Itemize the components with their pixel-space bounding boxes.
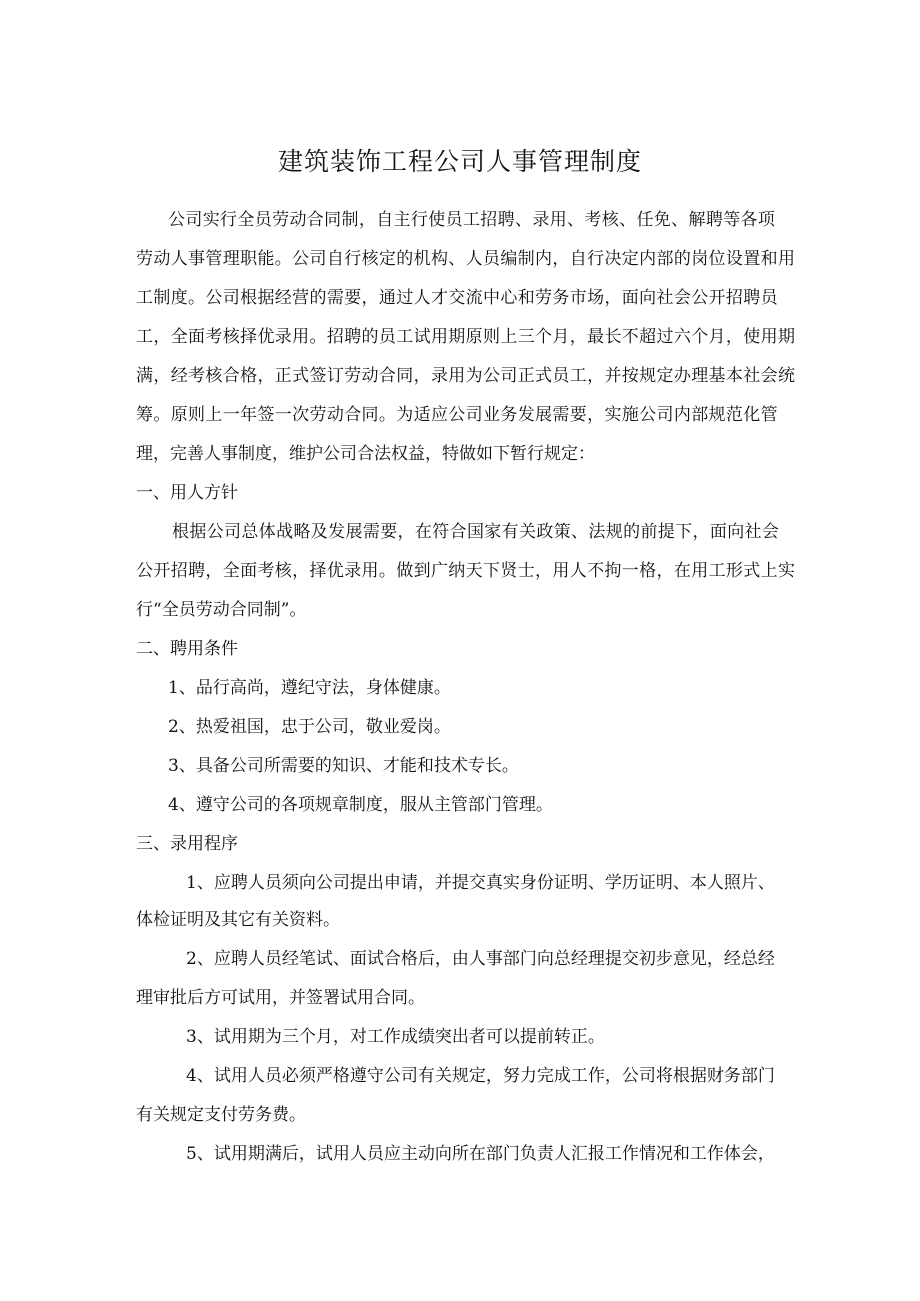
list-item: 4、试用人员必须严格遵守公司有关规定，努力完成工作，公司将根据财务部门 [186, 1066, 775, 1086]
intro-line: 公司实行全员劳动合同制，自主行使员工招聘、录用、考核、任免、解聘等各项 [168, 210, 776, 230]
list-item: 3、具备公司所需要的知识、才能和技术专长。 [168, 756, 519, 776]
list-item: 2、热爱祖国，忠于公司，敬业爱岗。 [168, 717, 451, 737]
intro-line: 筹。原则上一年签一次劳动合同。为适应公司业务发展需要，实施公司内部规范化管 [136, 405, 778, 425]
list-item: 5、试用期满后，试用人员应主动向所在部门负责人汇报工作情况和工作体会， [186, 1144, 775, 1164]
section-heading: 二、聘用条件 [136, 639, 238, 659]
section-paragraph-line: 公开招聘，全面考核，择优录用。做到广纳天下贤士，用人不拘一格，在用工形式上实 [136, 561, 796, 581]
list-item: 2、应聘人员经笔试、面试合格后，由人事部门向总经理提交初步意见，经总经 [186, 949, 775, 969]
list-item-continuation: 理审批后方可试用，并签署试用合同。 [136, 988, 425, 1008]
list-item: 3、试用期为三个月，对工作成绩突出者可以提前转正。 [186, 1027, 605, 1047]
section-paragraph-line: 行“全员劳动合同制”。 [136, 600, 307, 620]
intro-line: 满，经考核合格，正式签订劳动合同，录用为公司正式员工，并按规定办理基本社会统 [136, 366, 796, 386]
intro-line: 工制度。公司根据经营的需要，通过人才交流中心和劳务市场，面向社会公开招聘员 [136, 288, 778, 308]
list-item-continuation: 有关规定支付劳务费。 [136, 1105, 306, 1125]
intro-line: 理，完善人事制度，维护公司合法权益，特做如下暂行规定： [136, 444, 595, 464]
list-item-continuation: 体检证明及其它有关资料。 [136, 910, 340, 930]
intro-line: 劳动人事管理职能。公司自行核定的机构、人员编制内，自行决定内部的岗位设置和用 [136, 249, 796, 269]
section-heading: 一、用人方针 [136, 483, 238, 503]
section-paragraph-line: 根据公司总体战略及发展需要，在符合国家有关政策、法规的前提下，面向社会 [172, 522, 780, 542]
document-title: 建筑装饰工程公司人事管理制度 [277, 147, 642, 176]
intro-line: 工，全面考核择优录用。招聘的员工试用期原则上三个月，最长不超过六个月，使用期 [136, 327, 796, 347]
section-heading: 三、录用程序 [136, 834, 238, 854]
list-item: 1、品行高尚，遵纪守法，身体健康。 [168, 678, 451, 698]
list-item: 4、遵守公司的各项规章制度，服从主管部门管理。 [168, 795, 553, 815]
list-item: 1、应聘人员须向公司提出申请，并提交真实身份证明、学历证明、本人照片、 [186, 873, 775, 893]
